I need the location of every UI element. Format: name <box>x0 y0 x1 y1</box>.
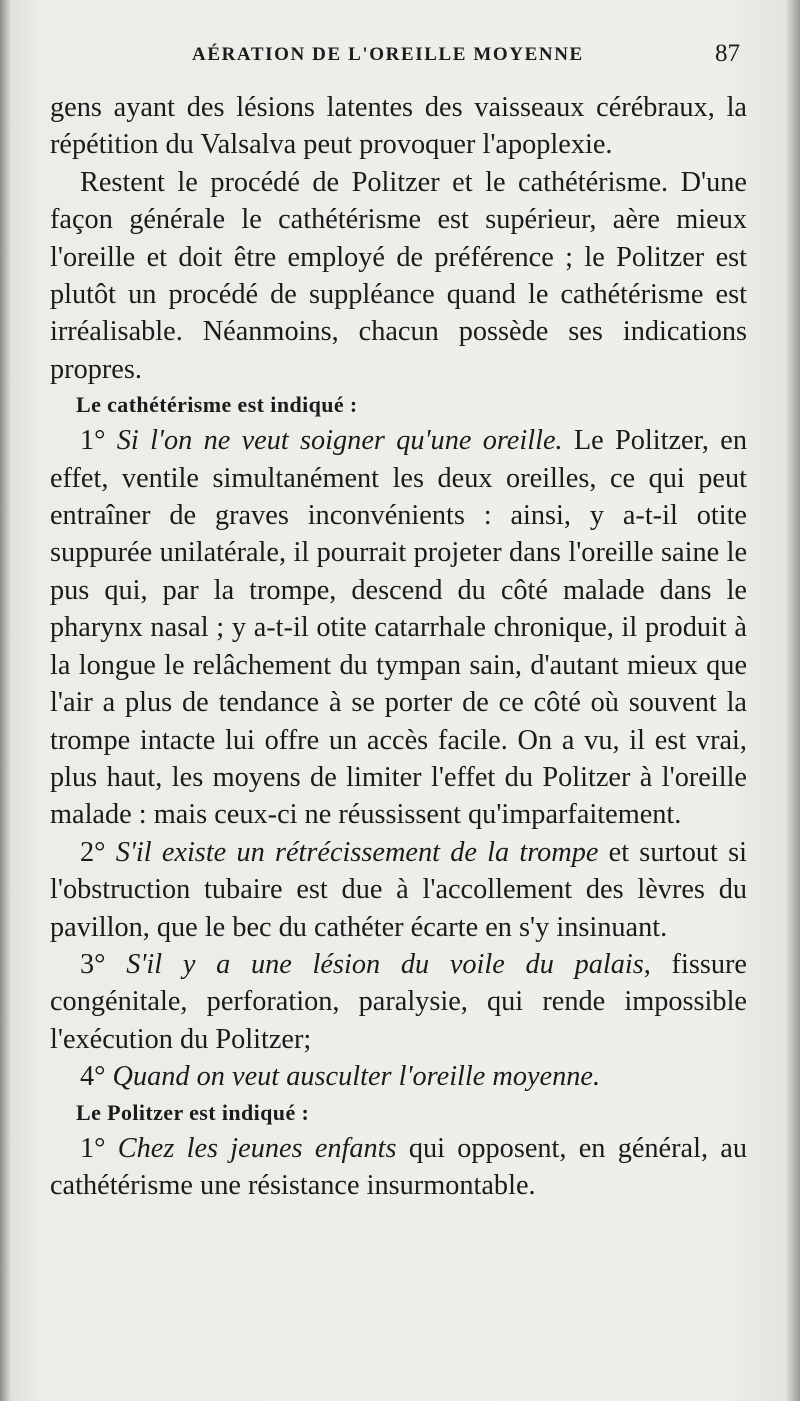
item-text: et surtout si l'obstruction tubaire est due à l'accollement des lèvres du pavillon, que le bec du cathéter écarte en s'y insinuant. <box>50 836 747 943</box>
paragraph-politzer-catheterism: Restent le procédé de Politzer et le cathétérisme. D'une façon générale le cathétérisme est supérieur, aère mieux l'oreille et doit être employé de préférence ; le Politzer est plutôt un procédé de suppléance quand le cathétérisme est irréalisable. Néanmoins, chacun possède ses indications propres. <box>50 166 747 385</box>
list-item-2 <box>50 834 747 946</box>
item-number: 3° <box>80 948 106 980</box>
page-header <box>52 40 740 74</box>
item-title: Quand on veut ausculter l'oreille moyenne. <box>112 1061 601 1093</box>
item-title: Si l'on ne veut soigner qu'une oreille. <box>116 425 563 457</box>
list-item-3 <box>50 946 747 1058</box>
item-number: 2° <box>80 836 106 868</box>
item-text: qui opposent, en général, au cathétérisme une résistance insurmontable. <box>50 1132 748 1201</box>
item-text: , fissure congénitale, perforation, paralysie, qui rende impossible l'exécution du Politzer; <box>50 948 747 1055</box>
page-number: 87 <box>715 40 740 67</box>
item-number: 4° <box>80 1061 106 1093</box>
item-number: 1° <box>80 425 106 457</box>
list-item-1 <box>50 422 747 833</box>
running-head: AÉRATION DE L'OREILLE MOYENNE <box>192 44 584 65</box>
body-text <box>50 89 747 1204</box>
heading-politzer-indicated: Le Politzer est indiqué : <box>76 1099 310 1125</box>
page-right-edge <box>786 0 800 1401</box>
page-left-edge <box>0 0 10 1401</box>
paragraph-continuation: gens ayant des lésions latentes des vaisseaux cérébraux, la répétition du Valsalva peut provoquer l'apoplexie. <box>50 92 747 161</box>
item-title: Chez les jeunes enfants <box>117 1132 397 1164</box>
list-item-politzer-1 <box>50 1130 747 1205</box>
item-title: S'il y a une lésion du voile du palais <box>126 948 644 980</box>
heading-catheterism-indicated: Le cathétérisme est indiqué : <box>76 392 358 418</box>
item-text: Le Politzer, en effet, ventile simultanément les deux oreilles, ce qui peut entraîner de graves inconvénients : ainsi, y a-t-il otite suppurée unilatérale, il pourrait projeter dans l'oreille saine le pus qui, par la trompe, descend du côté malade dans le pharynx nasal ; y a-t-il otite catarrhale chronique, il produit à la longue le relâchement du tympan sain, d'autant mieux que l'air a plus de tendance à se porter de ce côté où souvent la trompe intacte lui offre un accès facile. On a vu, il est vrai, plus haut, les moyens de limiter l'effet du Politzer à l'oreille malade : mais ceux-ci ne réussissent qu'imparfaitement. <box>50 425 747 831</box>
item-title: S'il existe un rétrécissement de la trompe <box>115 836 599 868</box>
list-item-4 <box>50 1058 747 1095</box>
item-number: 1° <box>80 1132 106 1164</box>
